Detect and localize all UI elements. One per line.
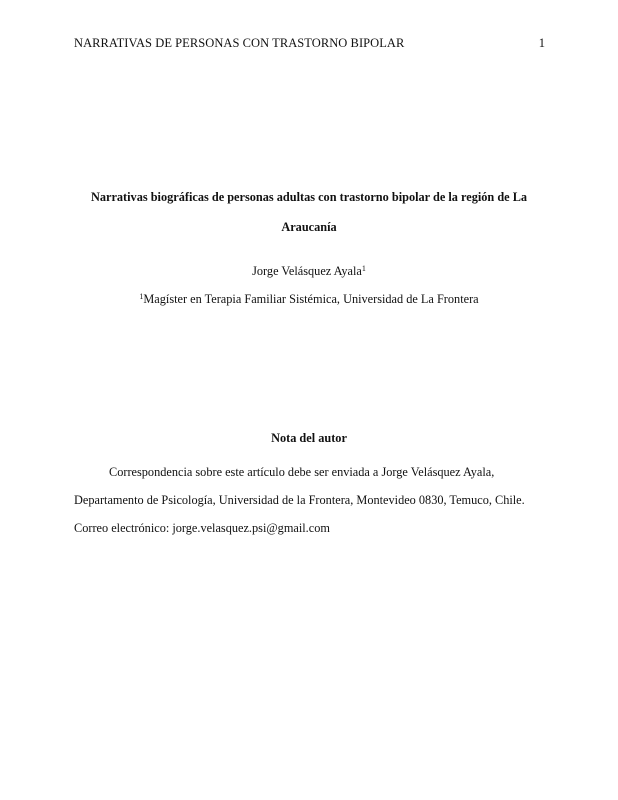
running-head: NARRATIVAS DE PERSONAS CON TRASTORNO BIPOLAR [74,36,405,50]
author-note-body [74,458,544,542]
affiliation-footnote-marker: 1 [139,292,144,301]
author-note-line-2: Departamento de Psicología, Universidad de la Frontera, Montevideo 0830, Temuco, Chile. [74,493,525,507]
affiliation-line [0,292,618,307]
title-line-1: Narrativas biográficas de personas adultas con trastorno bipolar de la región de La [90,190,528,204]
title-line-2: Araucanía [281,220,337,234]
affiliation-text: Magíster en Terapia Familiar Sistémica, Universidad de La Frontera [143,292,479,306]
author-name: Jorge Velásquez Ayala [252,264,362,278]
author-note-line-3: Correo electrónico: jorge.velasquez.psi@gmail.com [74,521,330,535]
author-note-heading: Nota del autor [271,431,347,445]
page-number: 1 [538,36,545,50]
document-title [74,182,544,242]
author-note-line-1: Correspondencia sobre este artículo debe ser enviada a Jorge Velásquez Ayala, [109,465,495,479]
author-line [0,264,618,279]
author-footnote-marker: 1 [361,264,366,273]
